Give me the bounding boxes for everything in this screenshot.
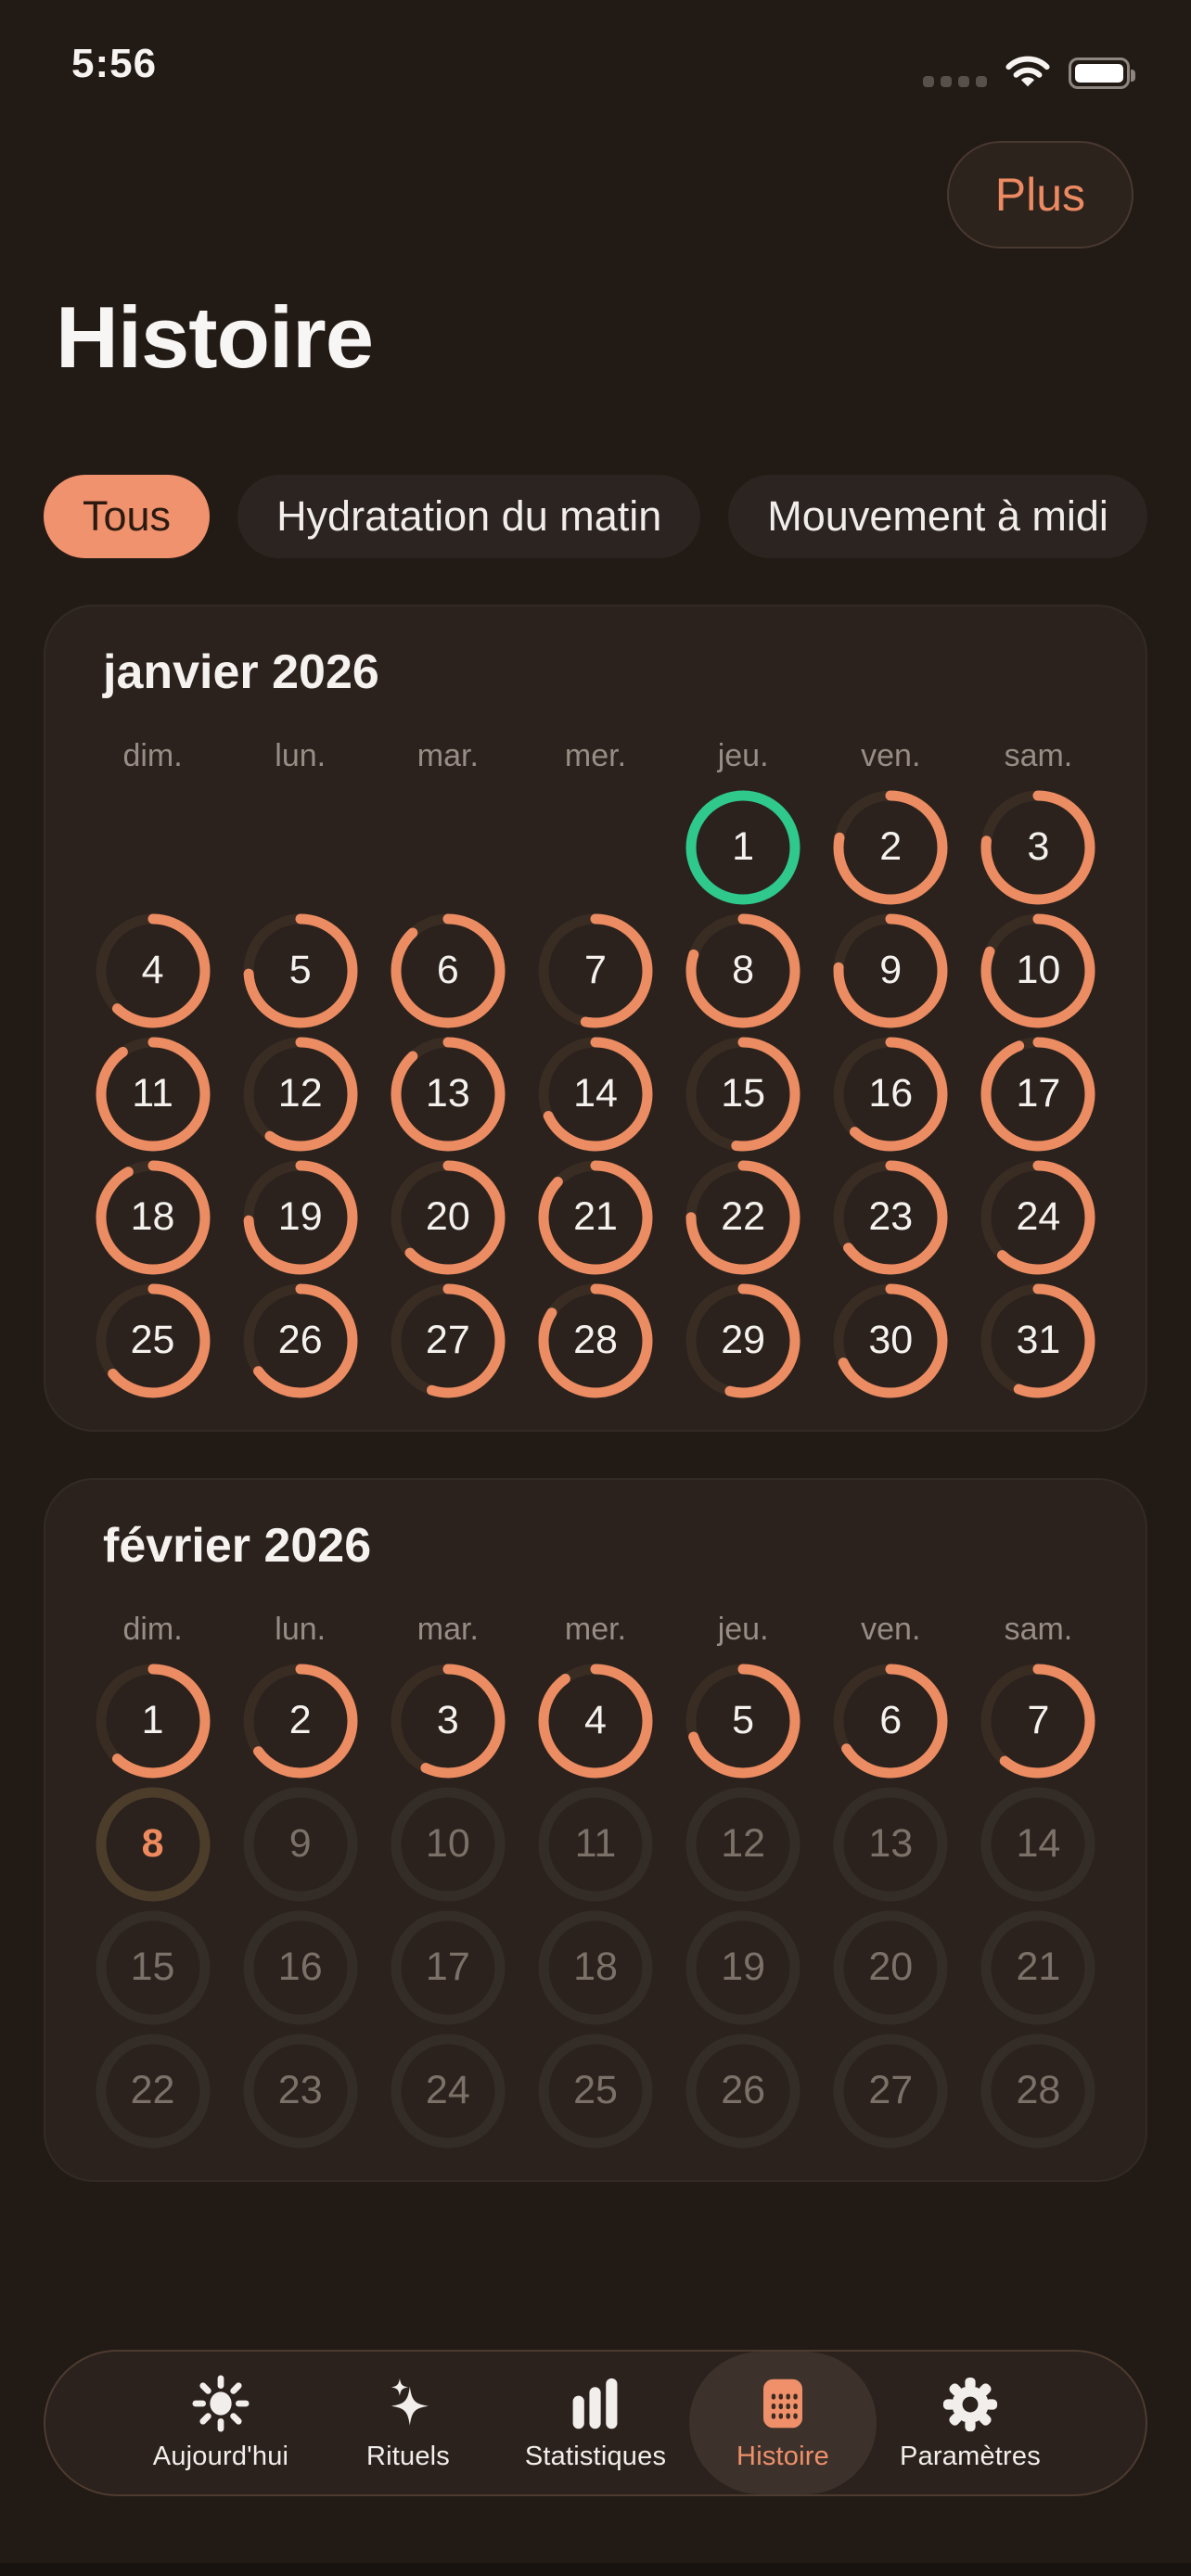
day-cell-12[interactable] — [243, 1037, 358, 1152]
day-number: 16 — [868, 1071, 914, 1116]
day-cell-13[interactable] — [833, 1787, 948, 1902]
day-cell-23[interactable] — [243, 2034, 358, 2149]
day-number: 10 — [1016, 948, 1061, 992]
day-number: 23 — [868, 1194, 914, 1239]
cellular-signal-icon — [923, 76, 987, 93]
weekday-label: jeu. — [717, 1612, 769, 1647]
tab-label: Paramètres — [900, 2441, 1041, 2471]
day-cell-10[interactable] — [980, 913, 1095, 1028]
day-number: 26 — [277, 1318, 323, 1362]
tab-label: Aujourd'hui — [152, 2441, 289, 2471]
day-number: 7 — [584, 948, 607, 992]
day-cell-19[interactable] — [243, 1160, 358, 1275]
day-number: 22 — [130, 2068, 175, 2112]
day-number: 8 — [732, 948, 755, 992]
day-cell-27[interactable] — [833, 2034, 948, 2149]
day-number: 1 — [141, 1698, 164, 1742]
day-number: 20 — [425, 1194, 470, 1239]
day-number: 14 — [573, 1071, 618, 1116]
day-number: 3 — [1027, 824, 1050, 869]
day-cell-26[interactable] — [685, 2034, 800, 2149]
weekday-label: sam. — [1004, 1612, 1073, 1647]
day-cell-20[interactable] — [391, 1160, 506, 1275]
day-cell-11[interactable] — [96, 1037, 211, 1152]
weekday-label: mar. — [416, 1612, 479, 1647]
day-number: 13 — [868, 1821, 914, 1866]
day-cell-18[interactable] — [96, 1160, 211, 1275]
weekday-label: dim. — [122, 1612, 183, 1647]
day-cell-6[interactable] — [833, 1664, 948, 1779]
weekday-label: mar. — [416, 738, 479, 773]
day-cell-8[interactable] — [96, 1787, 211, 1902]
day-number: 12 — [721, 1821, 766, 1866]
day-number: 3 — [436, 1698, 459, 1742]
filter-chip-mouvement-a-midi[interactable]: Mouvement à midi — [728, 475, 1147, 558]
day-number: 10 — [425, 1821, 470, 1866]
wifi-icon — [1004, 54, 1052, 89]
day-number: 28 — [573, 1318, 618, 1362]
day-number: 6 — [879, 1698, 903, 1742]
gear-icon — [942, 2375, 998, 2432]
day-cell-30[interactable] — [833, 1283, 948, 1398]
day-number: 15 — [130, 1945, 175, 1989]
day-cell-23[interactable] — [833, 1160, 948, 1275]
sparkles-icon — [381, 2375, 435, 2432]
day-number: 21 — [1016, 1945, 1061, 1989]
day-cell-17[interactable] — [391, 1910, 506, 2025]
weekday-label: lun. — [275, 738, 327, 773]
day-number: 26 — [721, 2068, 766, 2112]
day-number: 19 — [721, 1945, 766, 1989]
day-cell-24[interactable] — [391, 2034, 506, 2149]
day-number: 13 — [425, 1071, 470, 1116]
day-number: 9 — [288, 1821, 312, 1866]
filter-chip-hydratation-du-matin[interactable]: Hydratation du matin — [237, 475, 700, 558]
calendar-months — [44, 605, 1147, 2182]
day-number: 9 — [879, 948, 903, 992]
day-cell-2[interactable] — [833, 790, 948, 905]
status-time: 5:56 — [71, 41, 158, 86]
day-cell-25[interactable] — [96, 1283, 211, 1398]
day-cell-28[interactable] — [980, 2034, 1095, 2149]
day-cell-18[interactable] — [538, 1910, 653, 2025]
page-title: Histoire — [56, 288, 373, 386]
day-cell-20[interactable] — [833, 1910, 948, 2025]
day-cell-14[interactable] — [980, 1787, 1095, 1902]
day-number: 15 — [721, 1071, 766, 1116]
month-card-janvier-2026 — [44, 605, 1147, 1432]
day-cell-9[interactable] — [243, 1787, 358, 1902]
day-cell-2[interactable] — [243, 1664, 358, 1779]
day-number: 16 — [277, 1945, 323, 1989]
day-cell-17[interactable] — [980, 1037, 1095, 1152]
day-number: 30 — [868, 1318, 914, 1362]
month-title: février 2026 — [103, 1519, 372, 1573]
filter-chip-tous[interactable]: Tous — [44, 475, 210, 558]
day-number: 20 — [868, 1945, 914, 1989]
day-number: 17 — [1016, 1071, 1061, 1116]
day-cell-7[interactable] — [980, 1664, 1095, 1779]
bar-chart-icon — [568, 2375, 623, 2432]
day-number: 18 — [573, 1945, 618, 1989]
day-cell-16[interactable] — [243, 1910, 358, 2025]
weekday-label: lun. — [275, 1612, 327, 1647]
day-cell-15[interactable] — [685, 1037, 800, 1152]
day-number: 7 — [1027, 1698, 1050, 1742]
tab-label: Histoire — [736, 2441, 829, 2471]
day-number: 25 — [573, 2068, 618, 2112]
battery-icon — [1069, 57, 1130, 89]
day-number: 5 — [732, 1698, 755, 1742]
day-number: 24 — [425, 2068, 470, 2112]
day-number: 27 — [868, 2068, 914, 2112]
weekday-label: ven. — [861, 738, 921, 773]
day-number: 21 — [573, 1194, 618, 1239]
day-number: 19 — [277, 1194, 323, 1239]
tab-label: Statistiques — [524, 2441, 667, 2471]
day-number: 17 — [425, 1945, 470, 1989]
day-cell-28[interactable] — [538, 1283, 653, 1398]
day-number: 24 — [1016, 1194, 1061, 1239]
day-number: 1 — [732, 824, 755, 869]
day-number: 11 — [132, 1071, 173, 1116]
month-title: janvier 2026 — [103, 645, 379, 699]
day-cell-12[interactable] — [685, 1787, 800, 1902]
day-cell-4[interactable] — [96, 913, 211, 1028]
tab-histoire[interactable] — [689, 2352, 877, 2494]
tab-rituels[interactable] — [314, 2352, 502, 2494]
day-grid — [79, 1659, 1112, 2152]
day-number: 2 — [288, 1698, 312, 1742]
status-bar — [0, 33, 1191, 93]
tab-aujourd-hui[interactable] — [127, 2352, 314, 2494]
day-cell-5[interactable] — [685, 1664, 800, 1779]
day-number: 27 — [425, 1318, 470, 1362]
day-cell-14[interactable] — [538, 1037, 653, 1152]
day-cell-27[interactable] — [391, 1283, 506, 1398]
home-strip — [0, 2563, 1191, 2576]
day-cell-22[interactable] — [96, 2034, 211, 2149]
day-cell-1[interactable] — [96, 1664, 211, 1779]
day-number: 12 — [277, 1071, 323, 1116]
day-cell-4[interactable] — [538, 1664, 653, 1779]
day-cell-21[interactable] — [980, 1910, 1095, 2025]
day-number: 31 — [1016, 1318, 1061, 1362]
day-number: 11 — [574, 1821, 617, 1866]
day-grid — [79, 785, 1112, 1402]
day-number: 28 — [1016, 2068, 1061, 2112]
day-number: 2 — [879, 824, 903, 869]
day-cell-8[interactable] — [685, 913, 800, 1028]
weekday-header — [79, 1612, 1112, 1648]
weekday-header — [79, 738, 1112, 774]
day-cell-13[interactable] — [391, 1037, 506, 1152]
day-number: 8 — [141, 1821, 164, 1866]
day-cell-31[interactable] — [980, 1283, 1095, 1398]
day-cell-19[interactable] — [685, 1910, 800, 2025]
day-cell-15[interactable] — [96, 1910, 211, 2025]
day-cell-22[interactable] — [685, 1160, 800, 1275]
day-cell-7[interactable] — [538, 913, 653, 1028]
day-number: 18 — [130, 1194, 175, 1239]
weekday-label: sam. — [1004, 738, 1073, 773]
day-number: 6 — [436, 948, 459, 992]
day-cell-21[interactable] — [538, 1160, 653, 1275]
day-number: 5 — [288, 948, 312, 992]
day-cell-25[interactable] — [538, 2034, 653, 2149]
day-number: 25 — [130, 1318, 175, 1362]
day-number: 14 — [1016, 1821, 1061, 1866]
sun-icon — [192, 2375, 250, 2432]
day-cell-24[interactable] — [980, 1160, 1095, 1275]
calendar-icon — [757, 2375, 809, 2432]
day-cell-5[interactable] — [243, 913, 358, 1028]
day-cell-29[interactable] — [685, 1283, 800, 1398]
day-cell-26[interactable] — [243, 1283, 358, 1398]
weekday-label: mer. — [564, 738, 627, 773]
weekday-label: dim. — [122, 738, 183, 773]
status-icons — [923, 33, 1130, 93]
day-cell-3[interactable] — [980, 790, 1095, 905]
day-cell-6[interactable] — [391, 913, 506, 1028]
day-number: 29 — [721, 1318, 766, 1362]
day-cell-11[interactable] — [538, 1787, 653, 1902]
day-cell-3[interactable] — [391, 1664, 506, 1779]
month-card-fevrier-2026 — [44, 1478, 1147, 2182]
weekday-label: mer. — [564, 1612, 627, 1647]
tab-bar — [44, 2350, 1147, 2496]
day-number: 22 — [721, 1194, 766, 1239]
weekday-label: ven. — [861, 1612, 921, 1647]
day-number: 23 — [277, 2068, 323, 2112]
weekday-label: jeu. — [717, 738, 769, 773]
more-button[interactable]: Plus — [947, 141, 1133, 249]
tab-label: Rituels — [365, 2441, 451, 2471]
filter-chips — [44, 475, 1147, 558]
tab-statistiques[interactable] — [502, 2352, 689, 2494]
day-cell-10[interactable] — [391, 1787, 506, 1902]
day-cell-1[interactable] — [685, 790, 800, 905]
day-cell-9[interactable] — [833, 913, 948, 1028]
day-number: 4 — [584, 1698, 607, 1742]
day-number: 4 — [141, 948, 164, 992]
tab-parametres[interactable] — [877, 2352, 1064, 2494]
day-cell-16[interactable] — [833, 1037, 948, 1152]
